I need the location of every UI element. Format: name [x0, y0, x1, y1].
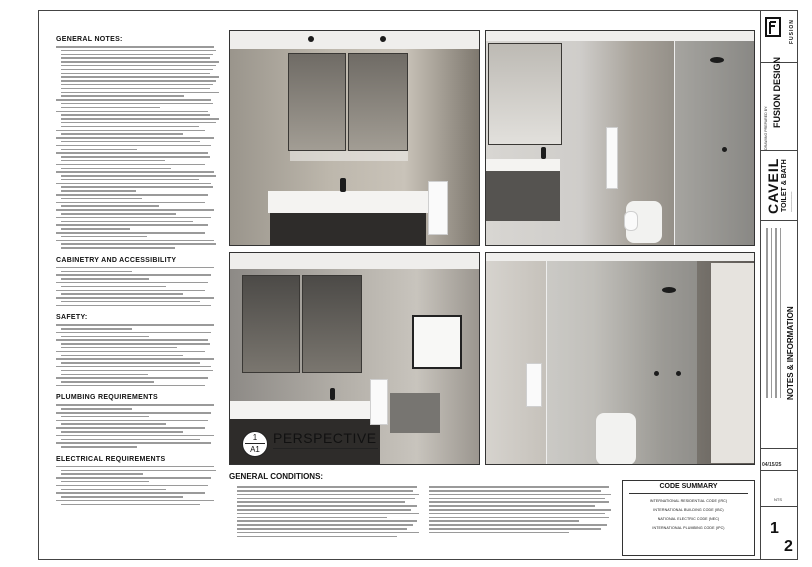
note-text-line	[61, 247, 175, 249]
note-text-line	[56, 377, 208, 379]
note-text-line	[61, 57, 210, 59]
note-text-line	[56, 224, 208, 226]
rendering-shower	[485, 252, 755, 465]
plumbing-body	[56, 404, 226, 447]
note-text-line	[61, 92, 219, 94]
general-conditions-col-1	[237, 484, 427, 539]
note-text-line	[61, 133, 183, 135]
note-text-line	[56, 358, 214, 360]
note-text-line	[56, 466, 214, 468]
note-text-line	[61, 69, 213, 71]
note-text-line	[61, 80, 216, 82]
plumbing-section	[56, 394, 226, 447]
note-text-line	[61, 408, 132, 410]
note-text-line	[56, 385, 205, 387]
note-text-line	[61, 61, 219, 63]
note-text-line	[61, 355, 183, 357]
rendering-vanity	[229, 30, 480, 246]
code-item: INTERNATIONAL PLUMBING CODE (IPC)	[652, 526, 725, 530]
project-address: ────────	[790, 191, 794, 212]
page-label: 1	[770, 520, 779, 537]
note-text-line	[61, 73, 210, 75]
detail-sheet: A1	[250, 445, 260, 454]
safety-title: SAFETY:	[56, 314, 88, 322]
cabinetry-section	[56, 257, 226, 306]
detail-number: 1	[252, 433, 258, 442]
safety-section	[56, 314, 226, 386]
drawing-prepared-by: DRAWING PREPARED BY:	[764, 105, 768, 150]
note-text-line	[61, 286, 166, 288]
electrical-title: ELECTRICAL REQUIREMENTS	[56, 455, 166, 463]
note-text-line	[56, 305, 211, 307]
note-text-line	[61, 504, 200, 506]
note-text-line	[56, 485, 208, 487]
electrical-section	[56, 456, 226, 505]
note-text-line	[61, 243, 216, 245]
note-text-line	[61, 496, 183, 498]
note-text-line	[56, 274, 211, 276]
note-text-line	[56, 194, 208, 196]
note-text-line	[56, 282, 208, 284]
note-text-line	[61, 160, 165, 162]
note-text-line	[56, 164, 205, 166]
code-item: NATIONAL ELECTRIC CODE (NEC)	[657, 517, 720, 521]
note-text-line	[61, 198, 142, 200]
note-text-line	[56, 477, 211, 479]
note-text-line	[61, 236, 147, 238]
note-text-line	[61, 149, 137, 151]
note-text-line	[61, 95, 184, 97]
note-text-line	[61, 50, 216, 52]
note-text-line	[61, 370, 213, 372]
note-text-line	[56, 130, 205, 132]
code-item: INTERNATIONAL BUILDING CODE (IBC)	[653, 508, 724, 512]
note-text-line	[61, 347, 177, 349]
note-text-line	[61, 221, 193, 223]
cabinetry-title: CABINETRY AND ACCESSIBILITY	[56, 256, 177, 264]
note-text-line	[56, 232, 205, 234]
note-text-line	[61, 481, 149, 483]
code-summary-box	[622, 480, 755, 556]
note-text-line	[56, 351, 205, 353]
note-text-line	[56, 111, 208, 113]
fusion-logo-icon	[764, 16, 786, 42]
plumbing-title: PLUMBING REQUIREMENTS	[56, 394, 158, 402]
electrical-body	[56, 466, 226, 505]
note-text-line	[61, 88, 210, 90]
note-text-line	[61, 205, 159, 207]
scale-value: NTS	[774, 497, 782, 502]
note-text-line	[61, 213, 176, 215]
code-item: INTERNATIONAL RESIDENTIAL CODE (IRC)	[649, 499, 728, 503]
date-value: 04/15/25	[762, 462, 782, 468]
note-text-line	[61, 489, 166, 491]
note-text-line	[61, 431, 183, 433]
note-text-line	[56, 442, 211, 444]
note-text-line	[56, 427, 205, 429]
note-text-line	[61, 301, 200, 303]
code-summary-title: CODE SUMMARY	[659, 483, 718, 490]
note-text-line	[56, 137, 214, 139]
general-notes-title: GENERAL NOTES:	[56, 36, 123, 43]
note-text-line	[56, 240, 214, 242]
logo-text: FUSION	[789, 19, 795, 44]
note-text-line	[61, 228, 130, 230]
project-subtitle: TOILET & BATH	[781, 159, 788, 212]
note-text-line	[56, 99, 211, 101]
rendering-vanity-shower	[485, 30, 755, 246]
note-text-line	[61, 179, 199, 181]
note-text-line	[56, 145, 211, 147]
note-text-line	[56, 324, 214, 326]
detail-bubble	[242, 431, 268, 457]
note-text-line	[56, 412, 211, 414]
note-text-line	[56, 297, 214, 299]
note-text-line	[56, 290, 205, 292]
sheet-number: 2	[784, 538, 793, 555]
note-text-line	[61, 381, 154, 383]
note-text-line	[56, 267, 214, 269]
general-notes-section	[56, 36, 226, 249]
note-text-line	[61, 118, 219, 120]
note-text-line	[56, 209, 214, 211]
project-name: CAVEIL	[765, 157, 781, 214]
perspective-underline	[273, 448, 378, 449]
note-text-line	[56, 152, 208, 154]
note-text-line	[61, 107, 160, 109]
note-text-line	[61, 374, 148, 376]
safety-body	[56, 324, 226, 386]
note-text-line	[61, 186, 213, 188]
note-text-line	[61, 278, 149, 280]
general-conditions-col-2	[429, 484, 619, 536]
note-text-line	[56, 183, 211, 185]
note-text-line	[56, 366, 211, 368]
notes-column	[56, 36, 226, 506]
note-text-line	[56, 217, 211, 219]
company-name: FUSION DESIGN	[772, 56, 782, 128]
note-text-line	[61, 293, 183, 295]
note-text-line	[61, 473, 143, 475]
note-text-line	[61, 54, 213, 56]
note-text-line	[61, 114, 210, 116]
revision-notes	[763, 228, 784, 398]
note-text-line	[56, 202, 205, 204]
note-text-line	[61, 416, 149, 418]
cabinetry-body	[56, 267, 226, 306]
note-text-line	[61, 470, 216, 472]
note-text-line	[61, 65, 216, 67]
note-text-line	[61, 168, 171, 170]
note-text-line	[61, 362, 200, 364]
note-text-line	[61, 446, 137, 448]
note-text-line	[56, 420, 208, 422]
general-conditions	[229, 472, 619, 481]
sheet-title: NOTES & INFORMATION	[786, 306, 795, 400]
note-text-line	[61, 336, 149, 338]
note-text-line	[56, 500, 214, 502]
note-text-line	[61, 423, 166, 425]
note-text-line	[61, 439, 200, 441]
note-text-line	[61, 103, 213, 105]
note-text-line	[61, 122, 216, 124]
note-text-line	[56, 171, 214, 173]
note-text-line	[56, 492, 205, 494]
note-text-line	[61, 328, 132, 330]
note-text-line	[56, 339, 208, 341]
note-text-line	[61, 343, 210, 345]
note-text-line	[56, 404, 214, 406]
note-text-line	[56, 435, 214, 437]
note-text-line	[61, 126, 199, 128]
note-text-line	[61, 175, 216, 177]
note-text-line	[61, 141, 200, 143]
note-text-line	[61, 156, 210, 158]
note-text-line	[61, 84, 213, 86]
note-text-line	[56, 332, 211, 334]
general-conditions-title: GENERAL CONDITIONS:	[229, 472, 324, 481]
general-notes-body	[56, 46, 226, 249]
note-text-line	[61, 271, 132, 273]
note-text-line	[56, 46, 214, 48]
note-text-line	[61, 76, 219, 78]
note-text-line	[61, 190, 136, 192]
perspective-title: PERSPECTIVE	[273, 430, 377, 446]
